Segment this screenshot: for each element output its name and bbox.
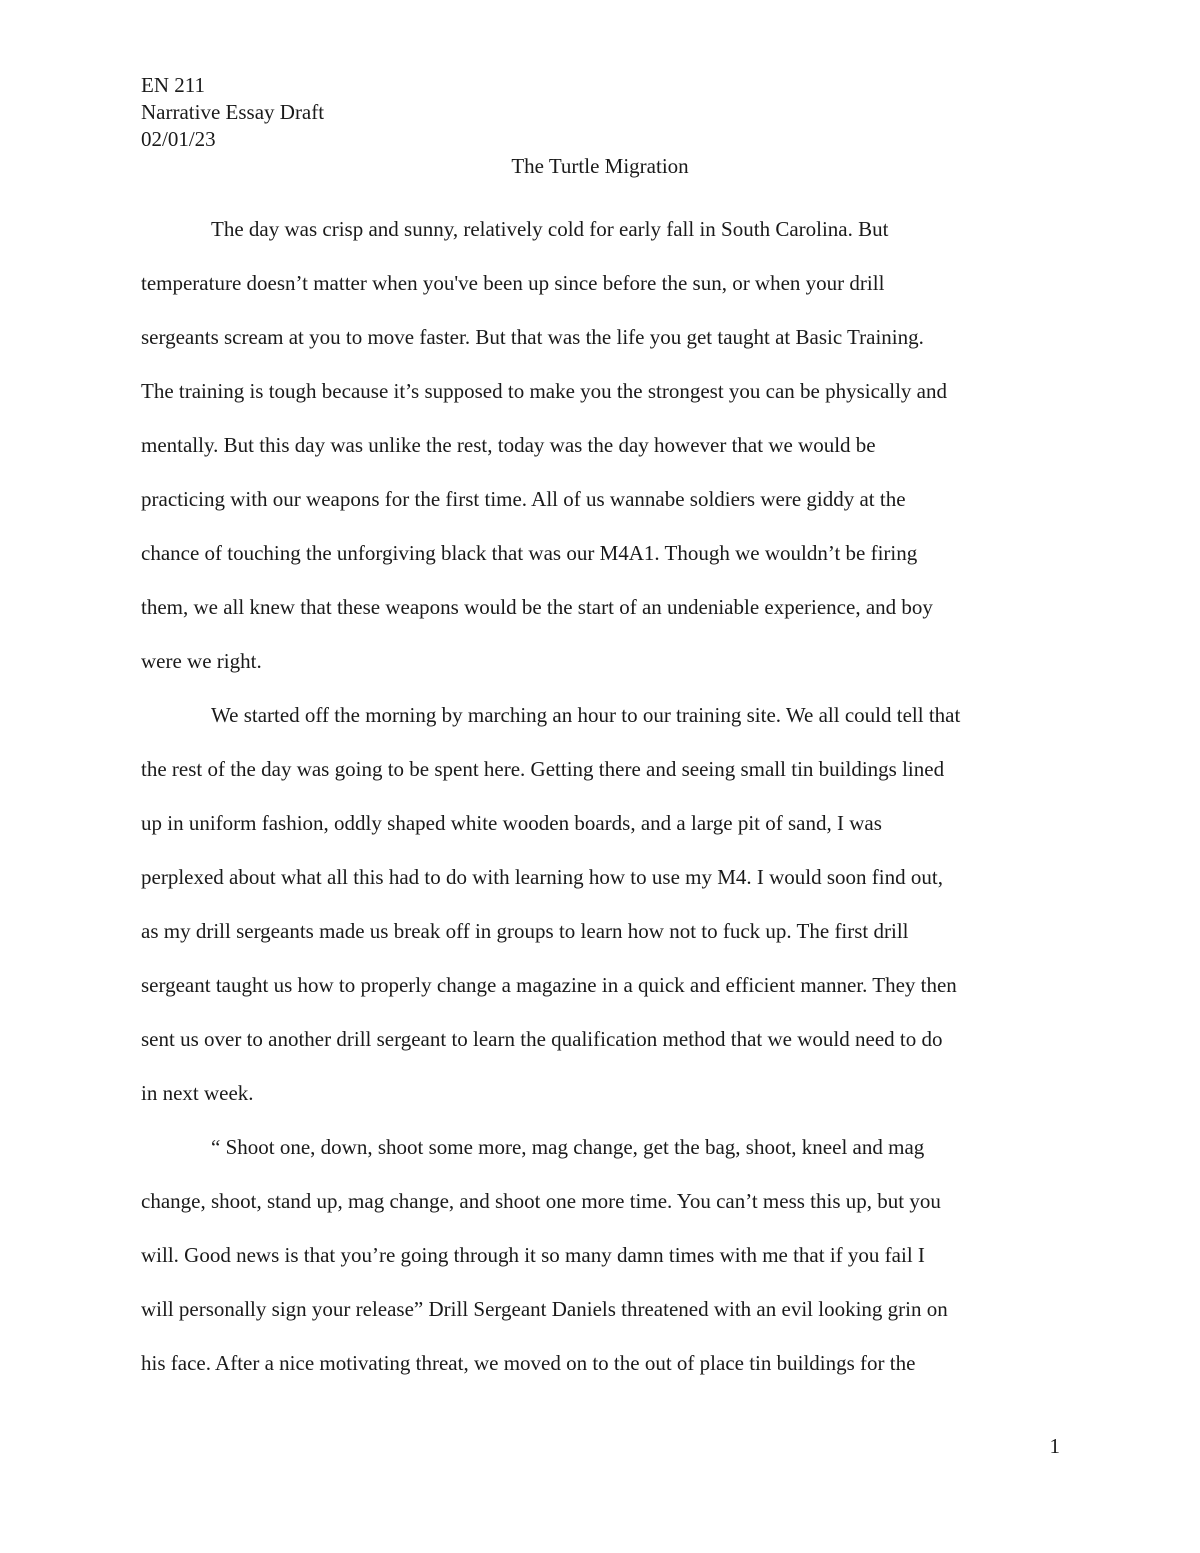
document-header xyxy=(141,72,324,153)
paragraph-line: temperature doesn’t matter when you've been up since before the sun, or when your drill xyxy=(141,271,885,295)
paragraph-line: sergeant taught us how to properly change a magazine in a quick and efficient manner. They then xyxy=(141,973,957,997)
paragraph-line: will. Good news is that you’re going through it so many damn times with me that if you fail I xyxy=(141,1243,925,1267)
paragraph-line: sergeants scream at you to move faster. But that was the life you get taught at Basic Training. xyxy=(141,325,924,349)
paragraph-line: up in uniform fashion, oddly shaped white wooden boards, and a large pit of sand, I was xyxy=(141,811,882,835)
paragraph-line: sent us over to another drill sergeant to learn the qualification method that we would need to do xyxy=(141,1027,943,1051)
paragraph-line: as my drill sergeants made us break off in groups to learn how not to fuck up. The first drill xyxy=(141,919,909,943)
paragraph-line: We started off the morning by marching an hour to our training site. We all could tell that xyxy=(211,703,961,727)
paragraph-line: the rest of the day was going to be spent here. Getting there and seeing small tin buildings lined xyxy=(141,757,945,781)
paragraph-line: his face. After a nice motivating threat, we moved on to the out of place tin buildings for the xyxy=(141,1351,916,1375)
paragraph-line: The training is tough because it’s supposed to make you the strongest you can be physically and xyxy=(141,379,947,403)
paragraph-line: were we right. xyxy=(141,649,262,673)
document-type: Narrative Essay Draft xyxy=(141,100,325,124)
essay-body xyxy=(141,210,1061,1398)
paragraph-line: them, we all knew that these weapons would be the start of an undeniable experience, and boy xyxy=(141,595,933,619)
paragraph-line: chance of touching the unforgiving black that was our M4A1. Though we wouldn’t be firing xyxy=(141,541,918,565)
paragraph-line: will personally sign your release” Drill Sergeant Daniels threatened with an evil looking grin on xyxy=(141,1297,948,1321)
paragraph-line: change, shoot, stand up, mag change, and shoot one more time. You can’t mess this up, but you xyxy=(141,1189,941,1213)
paragraph-line: practicing with our weapons for the first time. All of us wannabe soldiers were giddy at the xyxy=(141,487,906,511)
paragraph-line: “ Shoot one, down, shoot some more, mag change, get the bag, shoot, kneel and mag xyxy=(211,1135,925,1159)
page-number: 1 xyxy=(1049,1434,1060,1458)
essay-title: The Turtle Migration xyxy=(511,154,689,178)
paragraph-line: perplexed about what all this had to do with learning how to use my M4. I would soon find out, xyxy=(141,865,943,889)
paragraph-line: mentally. But this day was unlike the rest, today was the day however that we would be xyxy=(141,433,876,457)
document-date: 02/01/23 xyxy=(141,127,216,151)
paragraph-line: The day was crisp and sunny, relatively cold for early fall in South Carolina. But xyxy=(211,217,889,241)
paragraph-line: in next week. xyxy=(141,1081,254,1105)
course-code: EN 211 xyxy=(141,73,205,97)
